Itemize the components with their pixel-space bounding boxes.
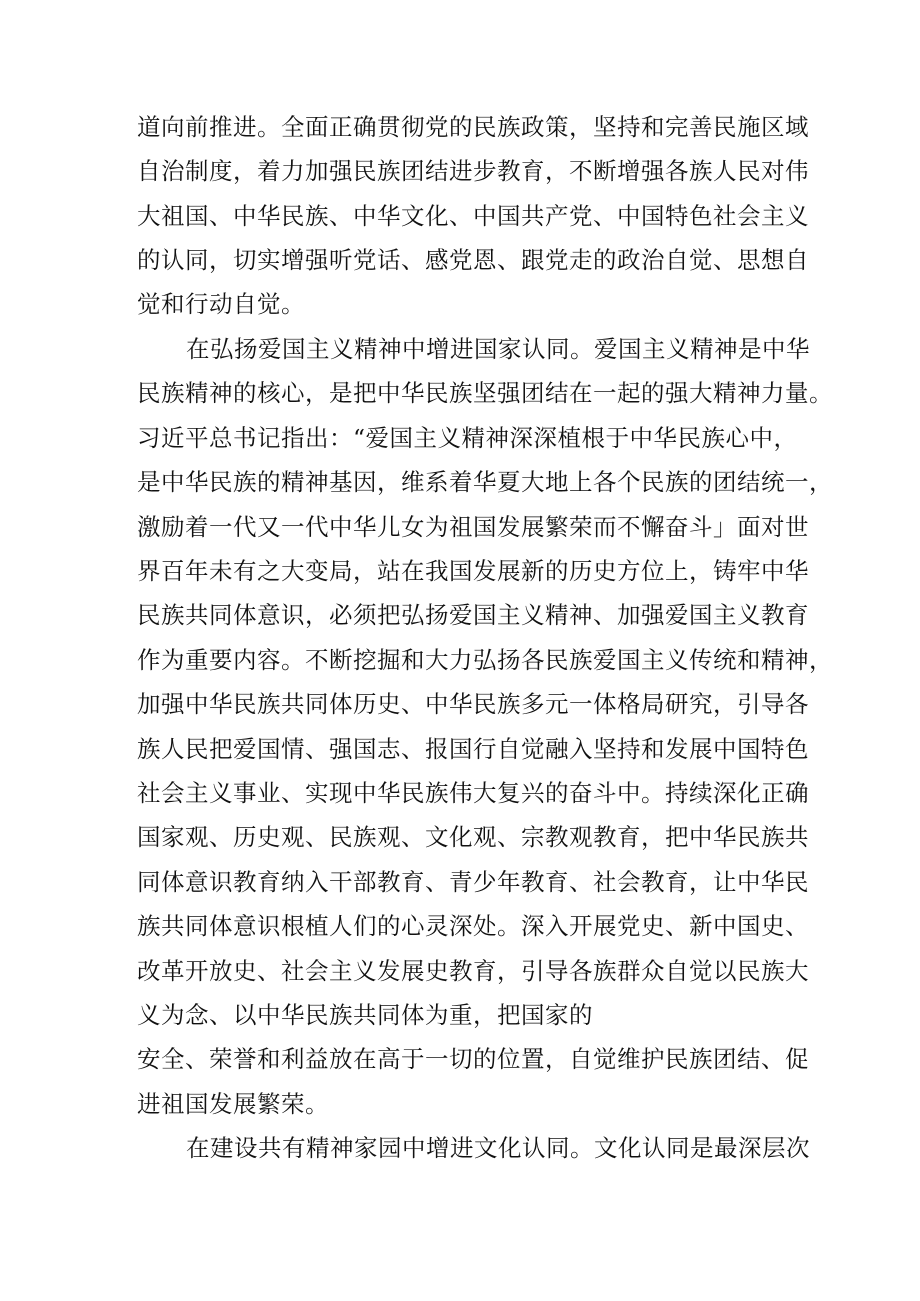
paragraph-heading-line: 在建设共有精神家园中增进文化认同。文化认同是最深层次 [186,1134,810,1162]
text-line: 社会主义事业、实现中华民族伟大复兴的奋斗中。持续深化正确 [137,779,809,807]
text-line: 习近平总书记指出：“爱国主义精神深深植根于中华民族心中， [137,424,798,452]
text-line: 民族共同体意识，必须把弘扬爱国主义精神、加强爱国主义教育 [137,601,809,629]
text-line: 同体意识教育纳入干部教育、青少年教育、社会教育，让中华民 [137,868,809,896]
text-line: 是中华民族的精神基因，维系着华夏大地上各个民族的团结统一， [137,468,833,496]
text-line: 加强中华民族共同体历史、中华民族多元一体格局研究，引导各 [137,690,809,718]
text-line: 改革开放史、社会主义发展史教育，引导各族群众自觉以民族大 [137,957,809,985]
text-line: 国家观、历史观、民族观、文化观、宗教观教育，把中华民族共 [137,823,809,851]
text-line: 民族精神的核心，是把中华民族坚强团结在一起的强大精神力量。 [137,379,833,407]
paragraph-heading-line: 在弘扬爱国主义精神中增进国家认同。爱国主义精神是中华 [186,335,810,363]
text-line: 义为念、以中华民族共同体为重，把国家的 [137,1001,593,1029]
text-line: 进祖国发展繁荣。 [137,1090,329,1118]
text-line: 族人民把爱国情、强国志、报国行自觉融入坚持和发展中国特色 [137,735,809,763]
text-line: 大祖国、中华民族、中华文化、中国共产党、中国特色社会主义 [137,202,809,230]
text-line: 安全、荣誉和利益放在高于一切的位置，自觉维护民族团结、促 [137,1045,809,1073]
text-line: 族共同体意识根植人们的心灵深处。深入开展党史、新中国史、 [137,912,809,940]
text-line: 作为重要内容。不断挖掘和大力弘扬各民族爱国主义传统和精神， [137,646,833,674]
text-line: 道向前推进。全面正确贯彻党的民族政策，坚持和完善民施区域 [137,113,809,141]
text-line: 的认同，切实增强听党话、感党恩、跟党走的政治自觉、思想自 [137,246,809,274]
text-line: 界百年未有之大变局，站在我国发展新的历史方位上，铸牢中华 [137,557,809,585]
text-line: 激励着一代又一代中华儿女为祖国发展繁荣而不懈奋斗」面对世 [137,513,809,541]
text-line: 自治制度，着力加强民族团结进步教育，不断增强各族人民对伟 [137,157,809,185]
text-line: 觉和行动自觉。 [137,290,305,318]
